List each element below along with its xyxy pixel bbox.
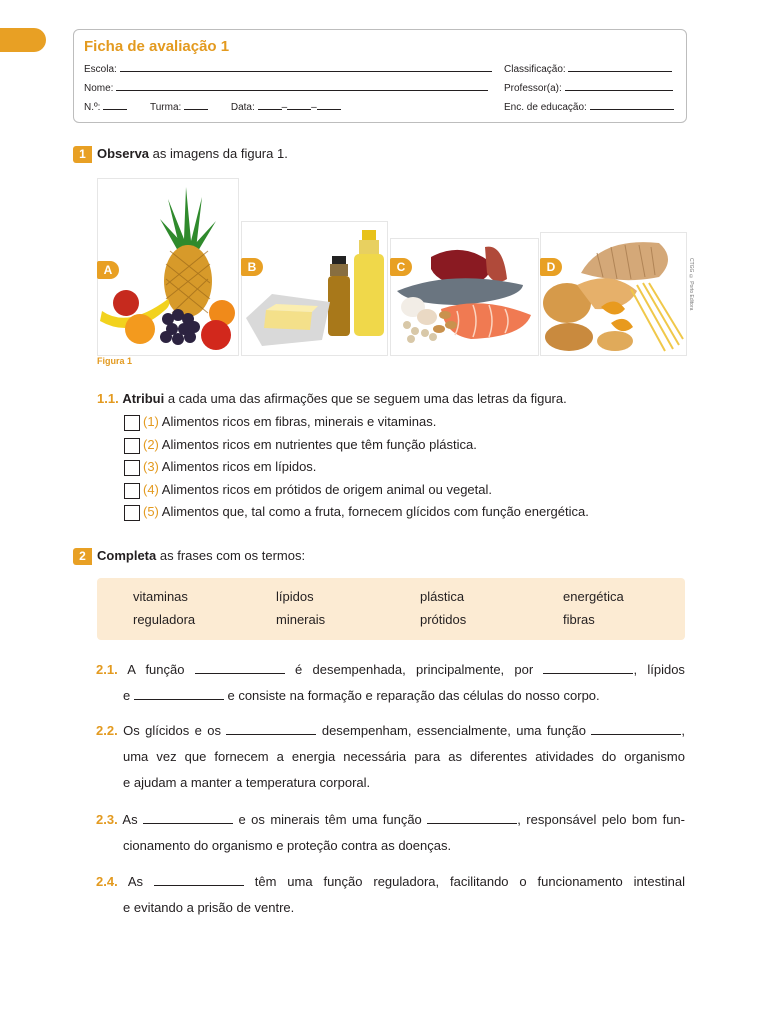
- exercise-line: [96, 657, 685, 683]
- question-1-1-verb: Atribui: [122, 391, 165, 406]
- fill-blank[interactable]: [226, 722, 316, 735]
- exercise-text: e os minerais têm uma função: [238, 812, 422, 827]
- data-label: Data:: [230, 102, 255, 113]
- figure-image-b-fats: [241, 221, 388, 356]
- question-2-text: [97, 548, 305, 563]
- answer-box[interactable]: [124, 415, 140, 431]
- answer-box[interactable]: [124, 438, 140, 454]
- question-2-number: 2: [73, 548, 92, 565]
- statement-text: Alimentos ricos em fibras, minerais e vitaminas.: [161, 414, 437, 429]
- exercise-text: cionamento do organismo e proteção contra as doenças.: [123, 838, 452, 853]
- exercise-text: e evitando a prisão de ventre.: [123, 900, 295, 915]
- exercise-text: e: [123, 688, 131, 703]
- question-1-1-rest: a cada uma das afirmações que se seguem uma das letras da figura.: [167, 391, 567, 406]
- question-1-1-number: 1.1.: [97, 391, 119, 406]
- numero-field[interactable]: [103, 100, 127, 110]
- statement-item: [124, 458, 316, 476]
- statement-item: [124, 481, 492, 499]
- turma-label: Turma:: [150, 102, 182, 113]
- exercise-line: [96, 683, 685, 709]
- figure-letter-c: C: [390, 258, 412, 276]
- term: reguladora: [133, 612, 196, 627]
- exercise-line: [96, 833, 685, 859]
- fill-blank[interactable]: [427, 811, 517, 824]
- data-separator: –: [281, 102, 288, 113]
- exercise-2-4: [96, 869, 685, 921]
- data-separator: –: [311, 102, 317, 113]
- exercise-text: e consiste na formação e reparação das células do nosso corpo.: [227, 688, 600, 703]
- professor-label: Professor(a):: [504, 83, 562, 94]
- figure-letter-a: A: [97, 261, 119, 279]
- exercise-text: e ajudam a manter a temperatura corporal.: [123, 775, 371, 790]
- term: energética: [563, 589, 624, 604]
- question-1-text: [97, 146, 288, 161]
- exercise-line: [96, 718, 685, 744]
- exercise-text: Os glícidos e os: [123, 723, 221, 738]
- fill-blank[interactable]: [591, 722, 681, 735]
- statement-text: Alimentos ricos em lípidos.: [161, 459, 317, 474]
- header-form: [73, 29, 687, 123]
- data-day-field[interactable]: [258, 100, 282, 110]
- question-2-verb: Completa: [97, 548, 157, 563]
- terms-box: [97, 578, 685, 640]
- question-2-rest: as frases com os termos:: [159, 548, 306, 563]
- term: prótidos: [420, 612, 467, 627]
- enc-row: [504, 100, 674, 113]
- statement-number: (3): [143, 459, 159, 474]
- exercise-number: 2.1.: [96, 662, 118, 677]
- term: plástica: [420, 589, 465, 604]
- exercise-text: desempenham, essencialmente, uma função: [321, 723, 586, 738]
- exercise-2-2: [96, 718, 685, 796]
- numero-row: [84, 100, 341, 113]
- classificacao-row: [504, 62, 672, 75]
- fill-blank[interactable]: [543, 661, 633, 674]
- figure-letter-d: D: [540, 258, 562, 276]
- escola-label: Escola:: [84, 64, 117, 75]
- exercise-text: A função: [127, 662, 185, 677]
- figure-letter-b: B: [241, 258, 263, 276]
- statement-item: [124, 436, 477, 454]
- turma-field[interactable]: [184, 100, 208, 110]
- nome-label: Nome:: [84, 83, 114, 94]
- exercise-text: é desempenhada, principalmente, por: [295, 662, 534, 677]
- question-1-rest: as imagens da figura 1.: [152, 146, 288, 161]
- figure-image-c-proteins: [390, 238, 539, 356]
- exercise-2-1: [96, 657, 685, 709]
- statement-text: Alimentos que, tal como a fruta, fornecem glícidos com função energética.: [161, 504, 589, 519]
- exercise-text: têm uma função reguladora, facilitando o funcionamento intestinal: [254, 874, 685, 889]
- term: minerais: [276, 612, 326, 627]
- classificacao-label: Classificação:: [504, 64, 566, 75]
- answer-box[interactable]: [124, 505, 140, 521]
- exercise-2-3: [96, 807, 685, 859]
- question-1-1: [97, 391, 567, 406]
- statement-text: Alimentos ricos em nutrientes que têm função plástica.: [161, 437, 477, 452]
- fruits-illustration: [98, 179, 238, 355]
- term: vitaminas: [133, 589, 188, 604]
- exercise-text: , responsável pelo bom fun-: [517, 812, 685, 827]
- exercise-text: As: [127, 874, 144, 889]
- statement-item: [124, 413, 436, 431]
- numero-label: N.º:: [84, 102, 101, 113]
- fill-blank[interactable]: [195, 661, 285, 674]
- term: lípidos: [276, 589, 314, 604]
- exercise-line: [96, 895, 685, 921]
- exercise-text: , lípidos: [633, 662, 685, 677]
- professor-row: [504, 81, 673, 94]
- image-credit: CTGG © Porto Editora: [688, 258, 694, 311]
- meat-fish-eggs-illustration: [391, 239, 538, 355]
- bread-pasta-illustration: [541, 233, 686, 355]
- fill-blank[interactable]: [143, 811, 233, 824]
- enc-label: Enc. de educação:: [504, 102, 587, 113]
- figure-caption-label: Figura: [97, 356, 125, 366]
- exercise-line: [96, 744, 685, 770]
- fill-blank[interactable]: [154, 873, 244, 886]
- exercise-text: As: [122, 812, 138, 827]
- question-1-number: 1: [73, 146, 92, 163]
- answer-box[interactable]: [124, 460, 140, 476]
- escola-field[interactable]: [120, 62, 492, 72]
- escola-row: [84, 62, 492, 75]
- exercise-number: 2.2.: [96, 723, 118, 738]
- answer-box[interactable]: [124, 483, 140, 499]
- nome-row: [84, 81, 488, 94]
- data-month-field[interactable]: [287, 100, 311, 110]
- figure-caption-number: 1: [127, 356, 133, 366]
- data-year-field[interactable]: [317, 100, 341, 110]
- figure-caption: [97, 356, 132, 366]
- exercise-number: 2.4.: [96, 874, 118, 889]
- oils-butter-illustration: [242, 222, 387, 355]
- statement-number: (1): [143, 414, 159, 429]
- page-tab-marker: [0, 28, 46, 52]
- question-1-verb: Observa: [97, 146, 150, 161]
- exercise-text: ,: [681, 723, 685, 738]
- exercise-line: [96, 770, 685, 796]
- figure-image-d-carbohydrates: [540, 232, 687, 356]
- worksheet-title: Ficha de avaliação 1: [84, 38, 230, 55]
- exercise-text: uma vez que fornecem a energia necessária para as diferentes atividades do organismo: [123, 749, 685, 764]
- fill-blank[interactable]: [134, 687, 224, 700]
- term: fibras: [563, 612, 595, 627]
- classificacao-field[interactable]: [568, 62, 672, 72]
- statement-text: Alimentos ricos em prótidos de origem animal ou vegetal.: [161, 482, 493, 497]
- exercise-line: [96, 807, 685, 833]
- exercise-number: 2.3.: [96, 812, 118, 827]
- enc-field[interactable]: [590, 100, 674, 110]
- statement-number: (4): [143, 482, 159, 497]
- statement-number: (5): [143, 504, 159, 519]
- nome-field[interactable]: [116, 81, 488, 91]
- professor-field[interactable]: [565, 81, 673, 91]
- exercise-line: [96, 869, 685, 895]
- statement-item: [124, 503, 589, 521]
- statement-number: (2): [143, 437, 159, 452]
